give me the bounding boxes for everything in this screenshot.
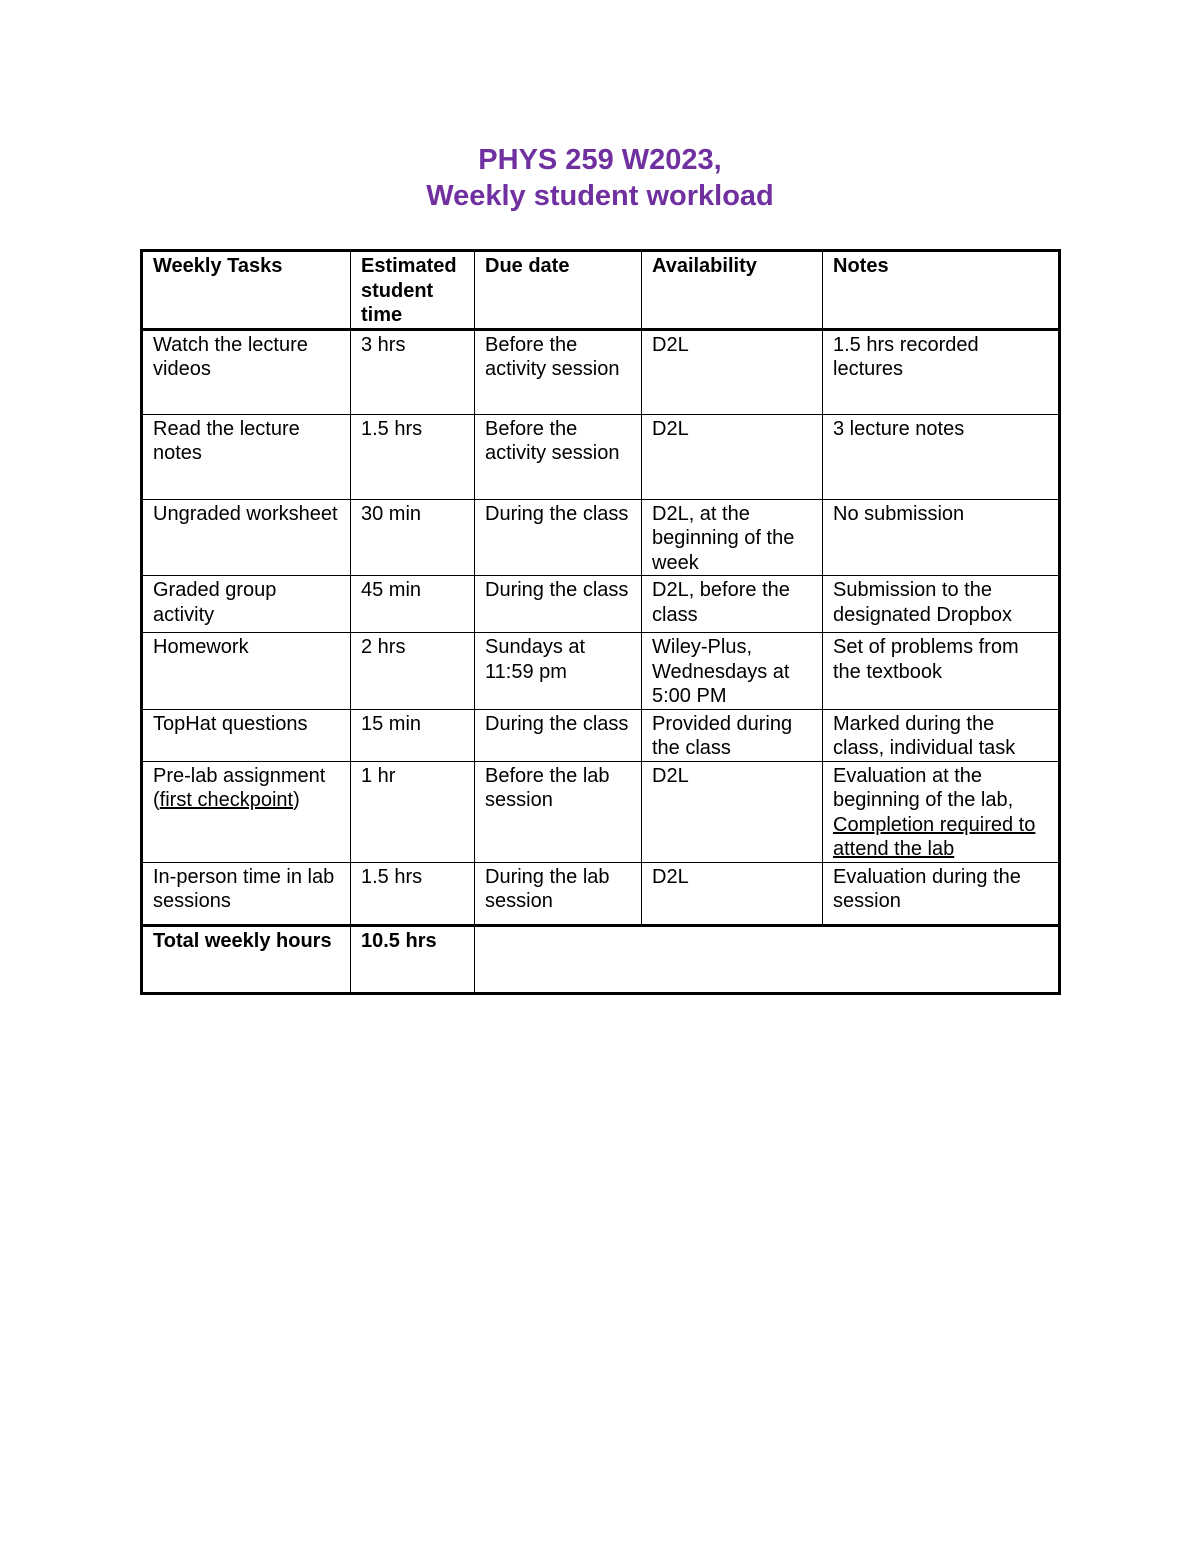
cell-notes: 3 lecture notes xyxy=(823,414,1060,499)
cell-time: 3 hrs xyxy=(351,329,475,414)
cell-task: Graded group activity xyxy=(142,576,351,633)
header-estimated-time: Estimated student time xyxy=(351,251,475,330)
cell-notes: Marked during the class, individual task xyxy=(823,709,1060,761)
cell-due: During the class xyxy=(475,576,642,633)
table-row xyxy=(142,761,1060,862)
table-row xyxy=(142,576,1060,633)
task-text: Pre-lab assignment ( xyxy=(153,764,326,811)
header-availability: Availability xyxy=(642,251,823,330)
task-text-suffix: ) xyxy=(293,789,300,811)
cell-notes: Set of problems from the textbook xyxy=(823,633,1060,710)
cell-due: During the class xyxy=(475,499,642,576)
table-row xyxy=(142,709,1060,761)
cell-due: Sundays at 11:59 pm xyxy=(475,633,642,710)
cell-notes xyxy=(823,761,1060,862)
cell-availability: D2L xyxy=(642,329,823,414)
cell-availability: D2L xyxy=(642,761,823,862)
cell-time: 15 min xyxy=(351,709,475,761)
cell-task xyxy=(142,761,351,862)
cell-time: 45 min xyxy=(351,576,475,633)
notes-underlined-text: Completion required to attend the lab xyxy=(833,813,1036,860)
total-row xyxy=(142,925,1060,993)
total-empty-cell xyxy=(475,925,1060,993)
cell-notes: 1.5 hrs recorded lectures xyxy=(823,329,1060,414)
cell-due: During the lab session xyxy=(475,862,642,925)
cell-task: Watch the lecture videos xyxy=(142,329,351,414)
table-header-row xyxy=(142,251,1060,330)
cell-task: Ungraded worksheet xyxy=(142,499,351,576)
page-title: PHYS 259 W2023, xyxy=(478,144,722,176)
cell-availability: Wiley-Plus, Wednesdays at 5:00 PM xyxy=(642,633,823,710)
table-row xyxy=(142,329,1060,414)
cell-availability: D2L xyxy=(642,414,823,499)
cell-time: 1.5 hrs xyxy=(351,414,475,499)
cell-due: Before the activity session xyxy=(475,414,642,499)
cell-time: 1 hr xyxy=(351,761,475,862)
task-underlined-text: first checkpoint xyxy=(159,789,294,811)
workload-table xyxy=(140,249,1061,995)
cell-due: Before the activity session xyxy=(475,329,642,414)
cell-time: 30 min xyxy=(351,499,475,576)
cell-availability: D2L xyxy=(642,862,823,925)
cell-time: 1.5 hrs xyxy=(351,862,475,925)
cell-notes: No submission xyxy=(823,499,1060,576)
notes-text: Evaluation at the beginning of the lab, xyxy=(833,764,1014,811)
header-weekly-tasks: Weekly Tasks xyxy=(142,251,351,330)
cell-notes: Evaluation during the session xyxy=(823,862,1060,925)
cell-time: 2 hrs xyxy=(351,633,475,710)
cell-due: During the class xyxy=(475,709,642,761)
total-value: 10.5 hrs xyxy=(351,925,475,993)
cell-notes: Submission to the designated Dropbox xyxy=(823,576,1060,633)
page-subtitle: Weekly student workload xyxy=(426,180,774,212)
table-row xyxy=(142,633,1060,710)
cell-availability: Provided during the class xyxy=(642,709,823,761)
table-row xyxy=(142,862,1060,925)
cell-availability: D2L, at the beginning of the week xyxy=(642,499,823,576)
header-notes: Notes xyxy=(823,251,1060,330)
cell-availability: D2L, before the class xyxy=(642,576,823,633)
table-row xyxy=(142,414,1060,499)
total-label: Total weekly hours xyxy=(142,925,351,993)
cell-due: Before the lab session xyxy=(475,761,642,862)
header-due-date: Due date xyxy=(475,251,642,330)
table-row xyxy=(142,499,1060,576)
cell-task: TopHat questions xyxy=(142,709,351,761)
cell-task: In-person time in lab sessions xyxy=(142,862,351,925)
cell-task: Homework xyxy=(142,633,351,710)
cell-task: Read the lecture notes xyxy=(142,414,351,499)
